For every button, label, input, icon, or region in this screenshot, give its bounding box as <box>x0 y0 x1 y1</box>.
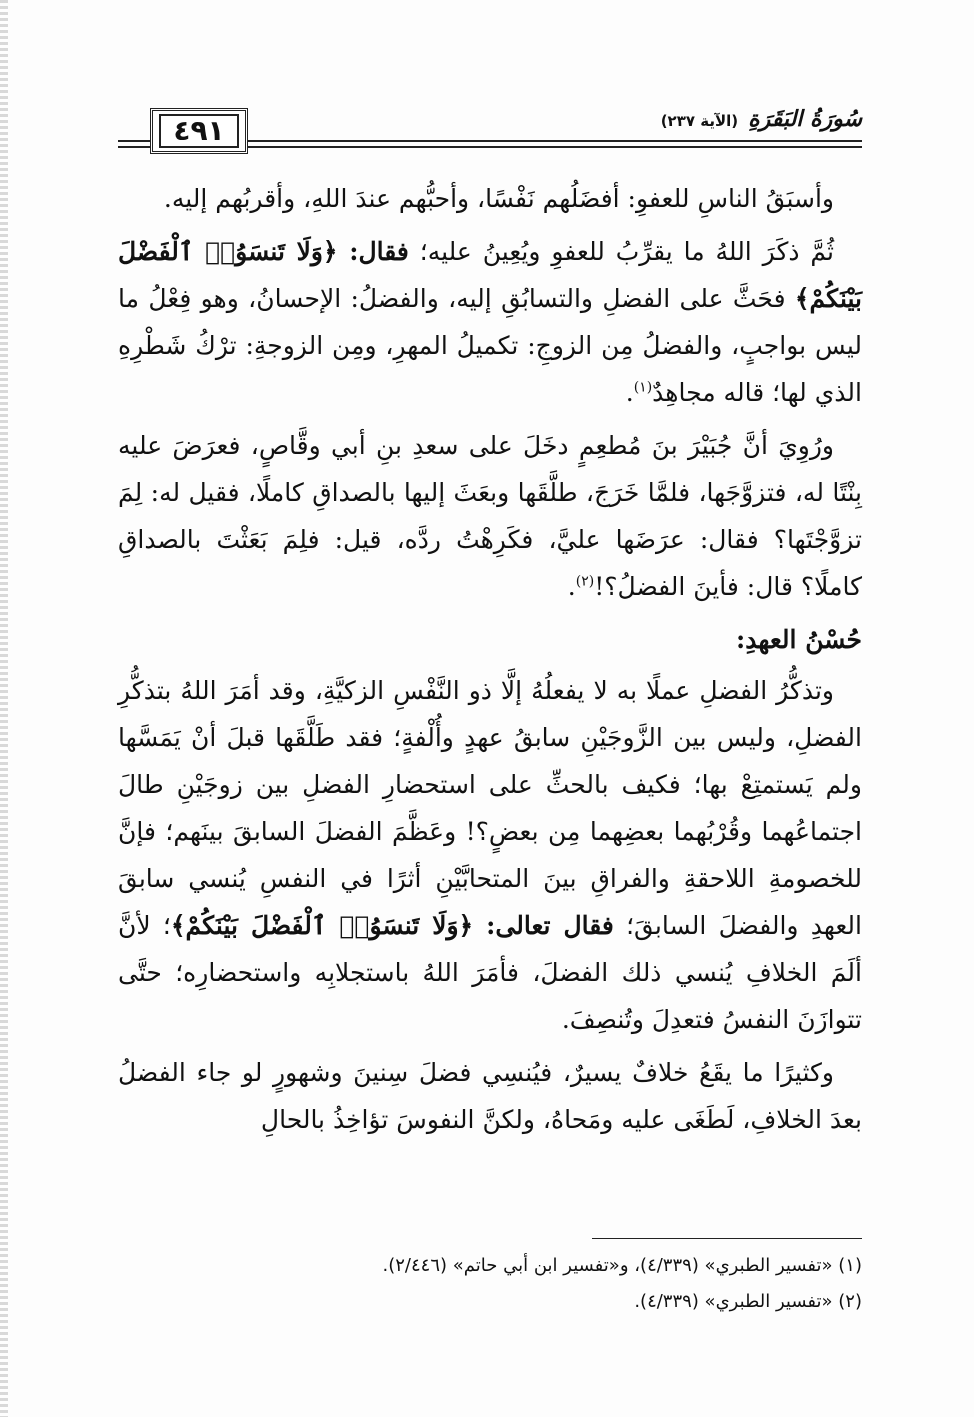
main-text <box>118 175 862 1149</box>
paragraph-5: وكثيرًا ما يقَعُ خلافٌ يسيرٌ، فيُنسِي فضلَ سِنينَ وشهورٍ لو جاء الفضلُ بعدَ الخلافِ، لَطَغَى عليه ومَحاهُ، ولكنَّ النفوسَ تؤاخِذُ بالحالِ <box>118 1058 862 1134</box>
footnote-1: (١) «تفسير الطبري» (٤/٣٣٩)، و«تفسير ابن أبي حاتم» (٢/٤٤٦). <box>382 1255 862 1276</box>
paragraph-4 <box>118 667 862 1043</box>
paragraph-3-text: ورُوِيَ أنَّ جُبَيْرَ بنَ مُطعِمٍ دخَلَ على سعدِ بنِ أبي وقَّاصٍ، فعرَضَ عليه بِنْتًا له، فتزوَّجَها، فلمَّا خَرَجَ، طلَّقَها وبعَثَ إليها بالصداقِ كاملًا، فقيل له: لِمَ تزوَّجْتَها؟ فقال: عرَضَها عليَّ، فكَرِهْتُ ردَّه، قيل: فلِمَ بَعَثْتَ بالصداقِ كاملًا؟ قال: فأينَ الفضلُ؟! <box>118 431 862 601</box>
scan-binding-edge <box>0 0 8 1417</box>
ayah-reference: (الآية ٢٣٧) <box>660 112 739 130</box>
paragraph-2-text-a: ثُمَّ ذكَرَ اللهُ ما يقرِّبُ للعفوِ ويُعِينُ عليه؛ <box>408 237 835 266</box>
running-header <box>661 106 862 136</box>
footnote-ref-1: (١) <box>633 379 653 396</box>
section-heading: حُسْنُ العهدِ: <box>736 625 862 654</box>
surah-name: سُورَةُ البَقَرَةِ <box>748 106 862 132</box>
page-number-frame <box>150 108 248 154</box>
said-label-2: فقال تعالى: <box>473 911 614 940</box>
footnotes <box>118 1248 862 1320</box>
page-number: ٤٩١ <box>159 114 238 148</box>
footnote-2: (٢) «تفسير الطبري» (٤/٣٣٩). <box>634 1291 862 1312</box>
paragraph-4-text-b: ؛ لأنَّ ألَمَ الخلافِ يُنسي ذلك الفضلَ، فأمَرَ اللهُ باستجلابِه واستحضارِه؛ حتَّى تتوازَنَ النفسُ فتعدِلَ وتُنصِفَ. <box>118 911 862 1034</box>
paragraph-2: ثُمَّ ذكَرَ اللهُ ما يقرِّبُ للعفوِ ويُعِينُ عليه؛ فقال: ﴿وَلَا تَنسَوُا۟ ٱلْفَضْلَ بَيْنَكُمْ﴾ فحَثَّ على الفضلِ والتسابُقِ إليه، والفضلُ: الإحسانُ، وهو فِعْلُ ما ليس بواجبٍ، والفضلُ مِن الزوجِ: تكميلُ المهرِ، ومِن الزوجةِ: ترْكُ شَطْرِهِ الذي لها؛ قاله مجاهِدٌ$^{(١)}$. <box>118 237 862 407</box>
quran-verse-2: ﴿وَلَا تَنسَوُا۟ ٱلْفَضْلَ بَيْنَكُمْ﴾ <box>170 911 474 940</box>
footnote-separator <box>592 1238 862 1239</box>
said-label: فقال: <box>337 237 409 266</box>
footnote-ref-2: (٢) <box>575 573 595 590</box>
paragraph-4-text-a: وتذكُّرُ الفضلِ عملًا به لا يفعلُهُ إلَّا ذو النَّفْسِ الزكيَّةِ، وقد أمَرَ اللهُ بتذكُّرِ الفضلِ، وليس بين الزَّوجَيْنِ سابقُ عهدٍ وأُلْفةٍ؛ فقد طَلَّقَها قبلَ أنْ يَمَسَّها ولم يَستمتِعْ بها؛ فكيف بالحثِّ على استحضارِ الفضلِ بين زوجَيْنِ طالَ اجتماعُهما وقُرْبُهما بعضِهما مِن بعضٍ؟! وعَظَّمَ الفضلَ السابقَ بينَهم؛ فإنَّ للخصومةِ اللاحقةِ والفراقِ بينَ المتحابَّيْنِ أثرًا في النفسِ يُنسي سابقَ العهدِ والفضلَ السابقَ؛ <box>118 676 862 940</box>
quran-verse: ﴿وَلَا تَنسَوُا۟ ٱلْفَضْلَ بَيْنَكُمْ﴾ <box>118 237 862 313</box>
paragraph-1: وأسبَقُ الناسِ للعفوِ: أفضَلُهم نَفْسًا، وأحبُّهم عندَ اللهِ، وأقربُهم إليه. <box>163 184 834 213</box>
paragraph-3: ورُوِيَ أنَّ جُبَيْرَ بنَ مُطعِمٍ دخَلَ على سعدِ بنِ أبي وقَّاصٍ، فعرَضَ عليه بِنْتًا له، فتزوَّجَها، فلمَّا خَرَجَ، طلَّقَها وبعَثَ إليها بالصداقِ كاملًا، فقيل له: لِمَ تزوَّجْتَها؟ فقال: عرَضَها عليَّ، فكَرِهْتُ ردَّه، قيل: فلِمَ بَعَثْتَ بالصداقِ كاملًا؟ قال: فأينَ الفضلُ؟!$^{(٢)}$. <box>118 431 862 601</box>
paragraph-2-text-b: فحَثَّ على الفضلِ والتسابُقِ إليه، والفضلُ: الإحسانُ، وهو فِعْلُ ما ليس بواجبٍ، والفضلُ مِن الزوجِ: تكميلُ المهرِ، ومِن الزوجةِ: ترْكُ شَطْرِهِ الذي لها؛ قاله مجاهِدٌ <box>118 284 862 407</box>
